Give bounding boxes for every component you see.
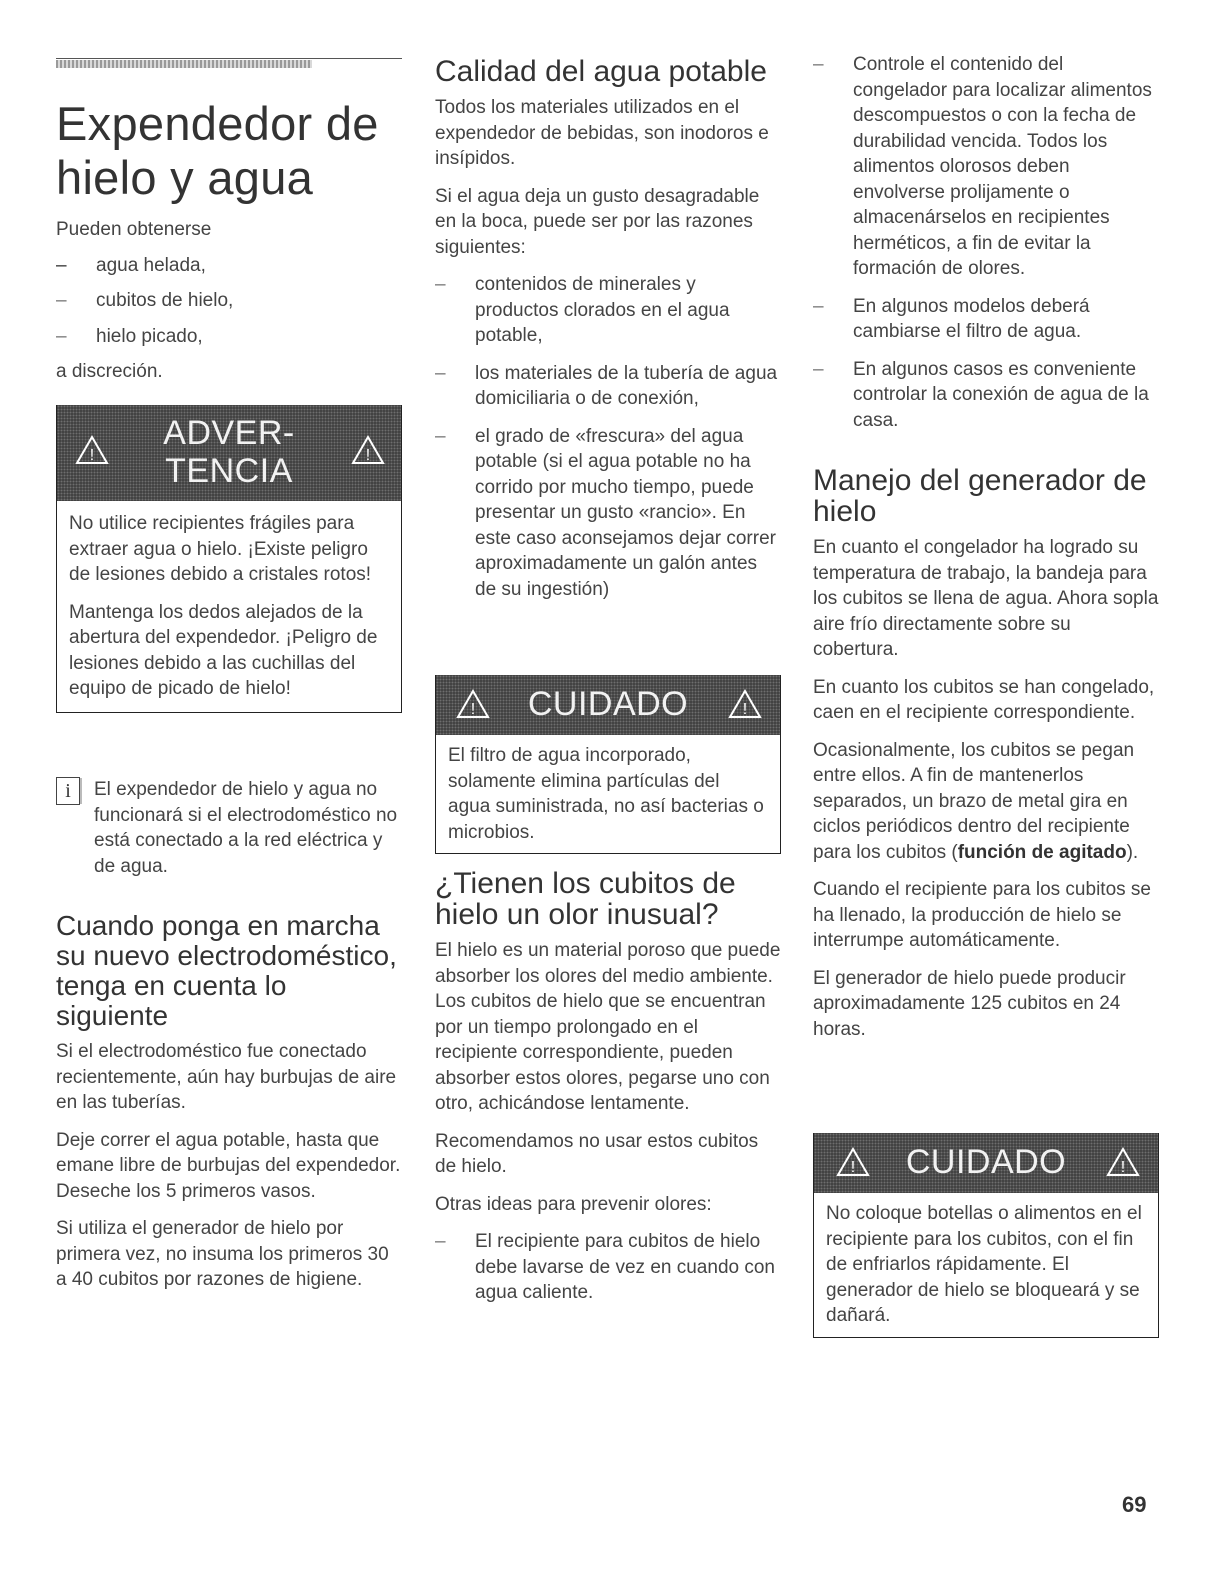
caution-header [814, 1133, 1158, 1193]
list-item: – cubitos de hielo, [56, 288, 402, 314]
warning-triangle-icon [351, 435, 385, 465]
header-rule [56, 58, 402, 69]
caution-heading: CUIDADO [527, 685, 689, 723]
page-title: Expendedor de hielo y agua [56, 97, 379, 204]
list-item: – En algunos casos es conveniente controlar la conexión de agua de la casa. [813, 357, 1161, 434]
intro-text: Pueden obtenerse [56, 219, 212, 240]
list-item: – contenidos de minerales y productos clorados en el agua potable, [435, 272, 781, 349]
caution-text: El filtro de agua incorporado, solamente elimina partículas del agua suministrada, no así bacterias o microbios. [448, 745, 764, 843]
paragraph: Todos los materiales utilizados en el expendedor de bebidas, son inodoros e insípidos. [435, 97, 769, 169]
warning-heading-line2: TENCIA [165, 452, 293, 490]
warning-heading-line1: ADVER- [163, 414, 295, 452]
section-heading: Calidad del agua potable [435, 55, 767, 88]
paragraph: El generador de hielo puede producir aproximadamente 125 cubitos en 24 horas. [813, 967, 1126, 1040]
bold-term: función de agitado [957, 841, 1127, 863]
info-icon: i [56, 777, 80, 805]
list-item: – En algunos modelos deberá cambiarse el filtro de agua. [813, 294, 1161, 345]
caution-box [813, 1133, 1159, 1338]
section-heading: Cuando ponga en marcha su nuevo electrodoméstico, tenga en cuenta lo siguiente [56, 910, 397, 1031]
svg-text:!: ! [1120, 1159, 1126, 1176]
section-heading: Manejo del generador de hielo [813, 464, 1147, 528]
list-item: – El recipiente para cubitos de hielo debe lavarse de vez en cuando con agua caliente. [435, 1229, 781, 1306]
caution-header [436, 675, 780, 735]
list-item: – Controle el contenido del congelador para localizar alimentos descompuestos o con la fecha de durabilidad vencida. Todos los alimentos olorosos deben envolverse prolijamente o almacenárselos en recipientes herméticos, a fin de evitar la formación de olores. [813, 52, 1161, 282]
paragraph: El hielo es un material poroso que puede absorber los olores del medio ambiente. Los cubitos de hielo que se encuentran por un tiempo prolongado en el recipiente correspondiente, pueden absorber estos olores, pegarse uno con otro, achicándose lentamente. [435, 940, 781, 1114]
list-item: – agua helada, [56, 253, 402, 279]
list-item: – el grado de «frescura» del agua potable (si el agua potable no ha corrido por mucho tiempo, puede presentar un gusto «rancio». En este caso aconsejamos dejar correr aproximadamente un galón antes de su ingestión) [435, 424, 781, 603]
warning-triangle-icon [728, 689, 762, 719]
header-pattern [56, 60, 312, 68]
list-item: – hielo picado, [56, 324, 402, 350]
svg-text:!: ! [850, 1159, 856, 1176]
caution-heading: CUIDADO [905, 1143, 1067, 1181]
svg-text:!: ! [89, 447, 95, 464]
paragraph: Si el electrodoméstico fue conectado recientemente, aún hay burbujas de aire en las tuberías. [56, 1041, 397, 1113]
paragraph: En cuanto los cubitos se han congelado, caen en el recipiente correspondiente. [813, 676, 1155, 723]
paragraph-text: ). [1126, 841, 1139, 863]
paragraph: Otras ideas para prevenir olores: [435, 1193, 712, 1215]
warning-header [57, 405, 401, 501]
warning-text: Mantenga los dedos alejados de la abertura del expendedor. ¡Peligro de lesiones debido a las cuchillas del equipo de picado de hielo! [69, 601, 378, 699]
paragraph: Cuando el recipiente para los cubitos se ha llenado, la producción de hielo se interrumpe automáticamente. [813, 879, 1151, 951]
info-text: El expendedor de hielo y agua no funcionará si el electrodoméstico no está conectado a la red eléctrica y de agua. [94, 779, 398, 877]
paragraph: Deje correr el agua potable, hasta que emane libre de burbujas del expendedor. Deseche los 5 primeros vasos. [56, 1129, 401, 1202]
outro-text: a discreción. [56, 361, 163, 382]
paragraph: En cuanto el congelador ha logrado su temperatura de trabajo, la bandeja para los cubitos se llena de agua. Ahora sopla aire frío directamente sobre su cobertura. [813, 537, 1159, 660]
info-note [56, 777, 402, 879]
paragraph: Si el agua deja un gusto desagradable en la boca, puede ser por las razones siguientes: [435, 185, 760, 258]
warning-triangle-icon [1106, 1147, 1140, 1177]
warning-box [56, 405, 402, 713]
section-heading: ¿Tienen los cubitos de hielo un olor inusual? [435, 867, 736, 931]
caution-box [435, 675, 781, 854]
paragraph: Recomendamos no usar estos cubitos de hielo. [435, 1130, 759, 1177]
paragraph: Si utiliza el generador de hielo por primera vez, no insuma los primeros 30 a 40 cubitos por razones de higiene. [56, 1218, 389, 1290]
caution-text: No coloque botellas o alimentos en el recipiente para los cubitos, con el fin de enfriarlos rápidamente. El generador de hielo se bloqueará y se dañará. [826, 1203, 1142, 1326]
list-item: – los materiales de la tubería de agua domiciliaria o de conexión, [435, 361, 781, 412]
paragraph [813, 738, 1161, 866]
svg-text:!: ! [742, 701, 748, 718]
paragraph-text: Ocasionalmente, los cubitos se pegan entre ellos. A fin de mantenerlos separados, un brazo de metal gira en ciclos periódicos dentro del recipiente para los cubitos ( [813, 739, 1135, 863]
svg-text:!: ! [365, 447, 371, 464]
svg-text:!: ! [470, 701, 476, 718]
page-number: 69 [1122, 1492, 1147, 1517]
warning-text: No utilice recipientes frágiles para extraer agua o hielo. ¡Existe peligro de lesiones debido a cristales rotos! [69, 513, 372, 585]
